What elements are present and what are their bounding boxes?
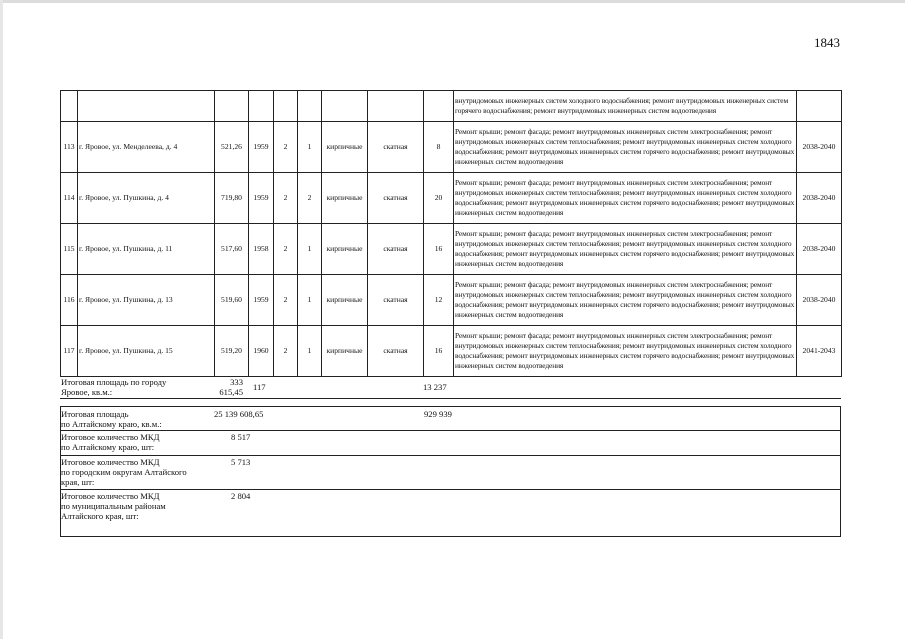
row-number: 114 [61,173,78,224]
region-area-label: Итоговая площадь по Алтайскому краю, кв.м.: [61,409,162,429]
buildings-table [60,90,842,377]
period-cell: 2038-2040 [797,173,842,224]
table-row [61,173,842,224]
region-apartments-value: 929 939 [424,409,452,419]
floors-cell: 2 [274,275,298,326]
address-cell: г. Яровое, ул. Пушкина, д. 4 [78,173,215,224]
floors-cell: 2 [274,173,298,224]
walls-cell: кирпичные [322,224,368,275]
mkd-region-label: Итоговое количество МКД по Алтайскому краю, шт: [61,432,160,452]
row-number: 116 [61,275,78,326]
year-cell: 1958 [249,224,274,275]
city-area-label: Итоговая площадь по городу Яровое, кв.м.: [61,377,167,397]
divider [60,398,841,399]
year-cell: 1960 [249,326,274,377]
scan-top-edge [0,0,905,3]
apartments-cell: 8 [424,122,454,173]
region-area-value: 25 139 608,65 [214,409,264,419]
works-cell: Ремонт крыши; ремонт фасада; ремонт внутридомовых инженерных систем электроснабжения; ремонт внутридомовых инженерных систем теплоснабжения; ремонт внутридомовых инженерных систем холодного водоснабжения; ремонт внутридомовых инженерных систем горячего водоснабжения; ремонт внутридомовых инженерных систем водоотведения [454,224,797,275]
mkd-municipal-value: 2 804 [231,491,251,501]
scan-left-edge [0,0,3,639]
entrances-cell: 1 [298,326,322,377]
walls-cell: кирпичные [322,173,368,224]
apartments-cell: 16 [424,224,454,275]
walls-cell: кирпичные [322,326,368,377]
mkd-city-value: 5 713 [231,457,251,467]
mkd-region-value: 8 517 [231,432,251,442]
period-cell: 2041-2043 [797,326,842,377]
table-row-continued [61,91,842,122]
entrances-cell: 1 [298,224,322,275]
table-row [61,326,842,377]
period-cell: 2038-2040 [797,122,842,173]
row-number: 117 [61,326,78,377]
roof-cell: скатная [368,122,424,173]
roof-cell: скатная [368,275,424,326]
entrances-cell: 2 [298,173,322,224]
row-number: 113 [61,122,78,173]
walls-cell: кирпичные [322,122,368,173]
area-cell: 517,60 [215,224,249,275]
works-cell: внутридомовых инженерных систем холодного водоснабжения; ремонт внутридомовых инженерных систем горячего водоснабжения; ремонт внутридомовых инженерных систем водоотведения [454,91,797,122]
area-cell: 519,20 [215,326,249,377]
roof-cell: скатная [368,173,424,224]
floors-cell: 2 [274,122,298,173]
apartments-cell: 20 [424,173,454,224]
works-cell: Ремонт крыши; ремонт фасада; ремонт внутридомовых инженерных систем электроснабжения; ремонт внутридомовых инженерных систем теплоснабжения; ремонт внутридомовых инженерных систем холодного водоснабжения; ремонт внутридомовых инженерных систем горячего водоснабжения; ремонт внутридомовых инженерных систем водоотведения [454,122,797,173]
table-row [61,122,842,173]
apartments-cell: 12 [424,275,454,326]
period-cell: 2038-2040 [797,224,842,275]
year-cell: 1959 [249,122,274,173]
city-area-value: 333 615,45 [219,377,243,397]
divider [60,406,841,407]
works-cell: Ремонт крыши; ремонт фасада; ремонт внутридомовых инженерных систем электроснабжения; ремонт внутридомовых инженерных систем теплоснабжения; ремонт внутридомовых инженерных систем холодного водоснабжения; ремонт внутридомовых инженерных систем горячего водоснабжения; ремонт внутридомовых инженерных систем водоотведения [454,173,797,224]
divider [60,489,841,490]
city-count-value: 117 [253,382,266,392]
entrances-cell: 1 [298,275,322,326]
address-cell: г. Яровое, ул. Пушкина, д. 11 [78,224,215,275]
divider [60,430,841,431]
row-number: 115 [61,224,78,275]
area-cell: 719,80 [215,173,249,224]
roof-cell: скатная [368,224,424,275]
entrances-cell: 1 [298,122,322,173]
page-number: 1843 [814,35,840,50]
walls-cell: кирпичные [322,275,368,326]
period-cell: 2038-2040 [797,275,842,326]
works-cell: Ремонт крыши; ремонт фасада; ремонт внутридомовых инженерных систем электроснабжения; ремонт внутридомовых инженерных систем теплоснабжения; ремонт внутридомовых инженерных систем холодного водоснабжения; ремонт внутридомовых инженерных систем горячего водоснабжения; ремонт внутридомовых инженерных систем водоотведения [454,326,797,377]
year-cell: 1959 [249,275,274,326]
table-row [61,275,842,326]
floors-cell: 2 [274,326,298,377]
mkd-city-label: Итоговое количество МКД по городским округам Алтайского края, шт: [61,457,187,487]
divider [60,455,841,456]
address-cell: г. Яровое, ул. Пушкина, д. 13 [78,275,215,326]
address-cell: г. Яровое, ул. Менделеева, д. 4 [78,122,215,173]
area-cell: 519,60 [215,275,249,326]
divider [60,536,841,537]
mkd-municipal-label: Итоговое количество МКД по муниципальным районам Алтайского края, шт: [61,491,166,521]
table-row [61,224,842,275]
floors-cell: 2 [274,224,298,275]
year-cell: 1959 [249,173,274,224]
city-apartments-value: 13 237 [423,382,447,392]
address-cell: г. Яровое, ул. Пушкина, д. 15 [78,326,215,377]
area-cell: 521,26 [215,122,249,173]
apartments-cell: 16 [424,326,454,377]
roof-cell: скатная [368,326,424,377]
works-cell: Ремонт крыши; ремонт фасада; ремонт внутридомовых инженерных систем электроснабжения; ремонт внутридомовых инженерных систем теплоснабжения; ремонт внутридомовых инженерных систем холодного водоснабжения; ремонт внутридомовых инженерных систем горячего водоснабжения; ремонт внутридомовых инженерных систем водоотведения [454,275,797,326]
divider [840,406,841,536]
